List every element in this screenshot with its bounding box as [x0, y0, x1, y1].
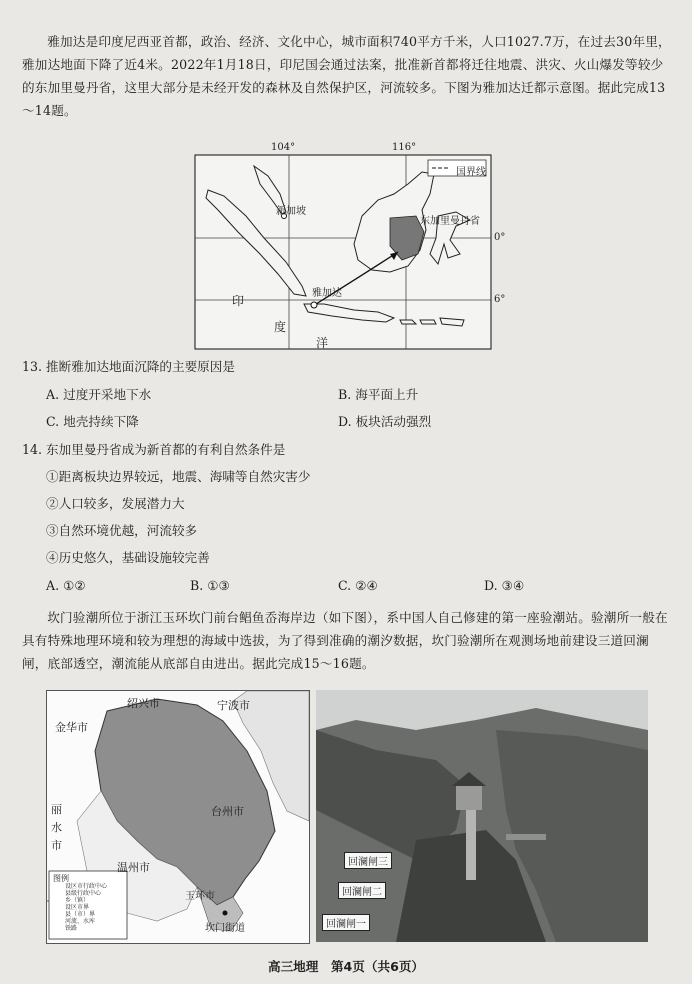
q14-option-b: B. ①③ — [190, 578, 230, 593]
kanmen-tide-station-photo — [316, 690, 648, 942]
indonesia-relocation-map — [194, 142, 506, 350]
legend-item: 县级行政中心 — [65, 890, 102, 897]
gate-3-label: 回澜闸三 — [344, 852, 392, 869]
longitude-label-116: 116° — [392, 142, 417, 153]
q14-option-a: A. ①② — [46, 578, 86, 593]
q14-statement-3: ③自然环境优越，河流较多 — [46, 523, 198, 538]
longitude-label-104: 104° — [271, 142, 296, 153]
q14-option-c: C. ②④ — [338, 578, 378, 593]
question-14-stem: 14. 东加里曼丹省成为新首都的有利自然条件是 — [22, 442, 286, 457]
indian-ocean-label-3: 洋 — [316, 336, 329, 350]
q14-statement-2: ②人口较多，发展潜力大 — [46, 496, 185, 511]
q13-option-c: C. 地壳持续下降 — [46, 414, 139, 429]
page-footer: 高三地理 第4页（共6页） — [267, 959, 425, 974]
wenzhou-label: 温州市 — [117, 861, 150, 874]
legend-title: 图例 — [53, 874, 69, 883]
lishui-label: 丽水市 — [51, 803, 62, 852]
indonesia-map-svg — [194, 154, 492, 350]
intro-paragraph-jakarta: 雅加达是印度尼西亚首都，政治、经济、文化中心，城市面积740平方千米，人口1027.7万，在过去30年里，雅加达地面下降了近4米。2022年1月18日，印尼国会通过法案，批准新首都将迁往地震、洪灾、火山爆发等较少的东加里曼丹省，这里大部分是未经开发的森林及自然保护区，河流较多。下图为雅加达迁都示意图。据此完成13～14题。 — [22, 34, 671, 118]
ningbo-label: 宁波市 — [217, 699, 250, 712]
taizhou-region-map — [46, 690, 310, 944]
jinhua-label: 金华市 — [55, 721, 88, 734]
kanmen-location-marker — [223, 911, 228, 916]
singapore-label: 新加坡 — [276, 206, 306, 217]
jakarta-marker — [311, 302, 317, 308]
question-13-stem: 13. 推断雅加达地面沉降的主要原因是 — [22, 359, 235, 374]
legend-item: 铁路 — [65, 925, 78, 932]
q14-statement-1: ①距离板块边界较远，地震、海啸等自然灾害少 — [46, 469, 311, 484]
q14-statement-4: ④历史悠久，基础设施较完善 — [46, 550, 210, 565]
taizhou-label: 台州市 — [211, 805, 244, 818]
yuhuan-label: 玉环市 — [185, 891, 215, 902]
jakarta-label: 雅加达 — [312, 288, 342, 299]
q13-option-b: B. 海平面上升 — [338, 387, 419, 402]
gate-2-label: 回澜闸二 — [338, 882, 386, 899]
legend-item: 设区市界 — [65, 904, 90, 911]
legend-item: 河流、水库 — [65, 918, 96, 925]
latitude-label-6: 6° — [494, 294, 506, 305]
legend-item: 乡（镇） — [65, 897, 90, 904]
q13-option-a: A. 过度开采地下水 — [46, 387, 152, 402]
legend-border-label: 国界线 — [456, 167, 486, 178]
q14-option-d: D. ③④ — [484, 578, 525, 593]
q13-option-d: D. 板块活动强烈 — [338, 414, 432, 429]
indian-ocean-label-1: 印 — [232, 294, 245, 308]
tide-station-photo-svg — [316, 690, 648, 942]
east-kalimantan-label: 东加里曼丹省 — [420, 216, 480, 227]
latitude-label-0: 0° — [494, 232, 506, 243]
shaoxing-label: 绍兴市 — [127, 697, 160, 710]
legend-item: 县（市）界 — [65, 911, 96, 918]
kanmen-street-label: 坎门街道 — [205, 923, 245, 934]
gate-1-label: 回澜闸一 — [322, 914, 370, 931]
intro-paragraph-kanmen: 坎门验潮所位于浙江玉环坎门前台鲳鱼岙海岸边（如下图），系中国人自己修建的第一座验潮站。验潮所一般在具有特殊地理环境和较为理想的海域中选拔，为了得到准确的潮汐数据，坎门验潮所在观测场地前建设三道回澜闸，底部透空，潮流能从底部自由进出。据此完成15～16题。 — [22, 610, 668, 671]
indian-ocean-label-2: 度 — [274, 320, 287, 334]
legend-item: 设区市行政中心 — [65, 883, 108, 890]
